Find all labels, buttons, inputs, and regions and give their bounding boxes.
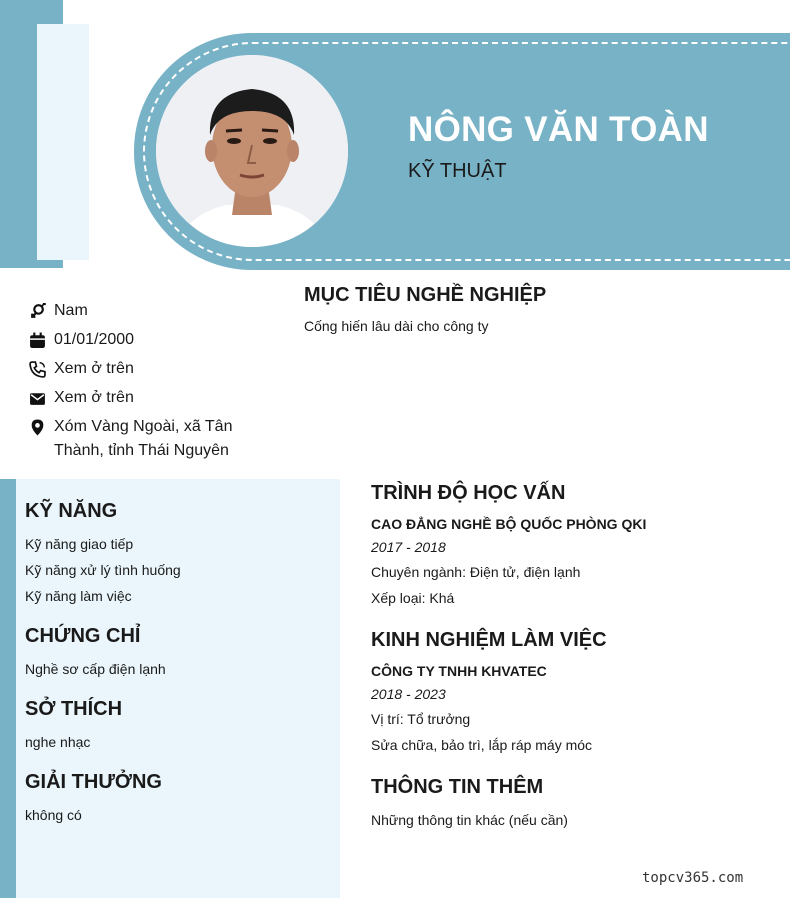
contact-birthdate	[29, 328, 279, 352]
candidate-position: KỸ THUẬT	[408, 160, 507, 182]
experience-duties: Sửa chữa, bảo trì, lắp ráp máy móc	[371, 737, 593, 753]
hobbies-title: SỞ THÍCH	[25, 698, 123, 720]
phone-icon	[29, 361, 46, 378]
calendar-icon	[29, 332, 46, 349]
award-item: không có	[25, 807, 82, 823]
awards-title: GIẢI THƯỞNG	[25, 771, 162, 793]
watermark: topcv365.com	[642, 870, 744, 886]
gender-icon	[29, 303, 46, 320]
email-icon	[29, 390, 46, 407]
experience-role: Vị trí: Tổ trưởng	[371, 711, 471, 727]
education-major: Chuyên ngành: Điện tử, điện lạnh	[371, 564, 581, 580]
contact-email	[29, 386, 279, 410]
contact-address	[29, 415, 279, 463]
contact-phone	[29, 357, 279, 381]
education-school: CAO ĐẲNG NGHỀ BỘ QUỐC PHÒNG QKI	[371, 516, 647, 532]
portrait-illustration	[156, 55, 348, 247]
candidate-name: NÔNG VĂN TOÀN	[408, 110, 709, 149]
phone-value: Xem ở trên	[54, 360, 134, 377]
experience-period: 2018 - 2023	[371, 686, 446, 702]
education-grade: Xếp loại: Khá	[371, 590, 455, 606]
objective-title: MỤC TIÊU NGHỀ NGHIỆP	[304, 284, 547, 306]
skills-title: KỸ NĂNG	[25, 500, 118, 522]
experience-title: KINH NGHIỆM LÀM VIỆC	[371, 629, 607, 651]
profile-photo	[156, 55, 348, 247]
education-title: TRÌNH ĐỘ HỌC VẤN	[371, 482, 566, 504]
location-icon	[29, 419, 46, 436]
skill-item: Kỹ năng xử lý tình huống	[25, 562, 181, 578]
email-value: Xem ở trên	[54, 389, 134, 406]
additional-info-text: Những thông tin khác (nếu cần)	[371, 812, 568, 828]
education-period: 2017 - 2018	[371, 539, 446, 555]
contact-gender	[29, 299, 279, 323]
objective-text: Cống hiến lâu dài cho công ty	[304, 318, 489, 334]
address-line-2: Thành, tỉnh Thái Nguyên	[54, 442, 229, 459]
additional-info-title: THÔNG TIN THÊM	[371, 776, 544, 798]
hobby-item: nghe nhạc	[25, 734, 91, 750]
certificates-title: CHỨNG CHỈ	[25, 625, 141, 647]
experience-company: CÔNG TY TNHH KHVATEC	[371, 663, 547, 679]
left-panel-accent-bar	[0, 479, 16, 898]
certificate-item: Nghề sơ cấp điện lạnh	[25, 661, 166, 677]
birthdate-value: 01/01/2000	[54, 331, 135, 348]
gender-value: Nam	[54, 302, 88, 319]
address-line-1: Xóm Vàng Ngoài, xã Tân	[54, 418, 233, 435]
header-left-inner-panel	[37, 24, 89, 260]
skill-item: Kỹ năng giao tiếp	[25, 536, 134, 552]
skill-item: Kỹ năng làm việc	[25, 588, 132, 604]
